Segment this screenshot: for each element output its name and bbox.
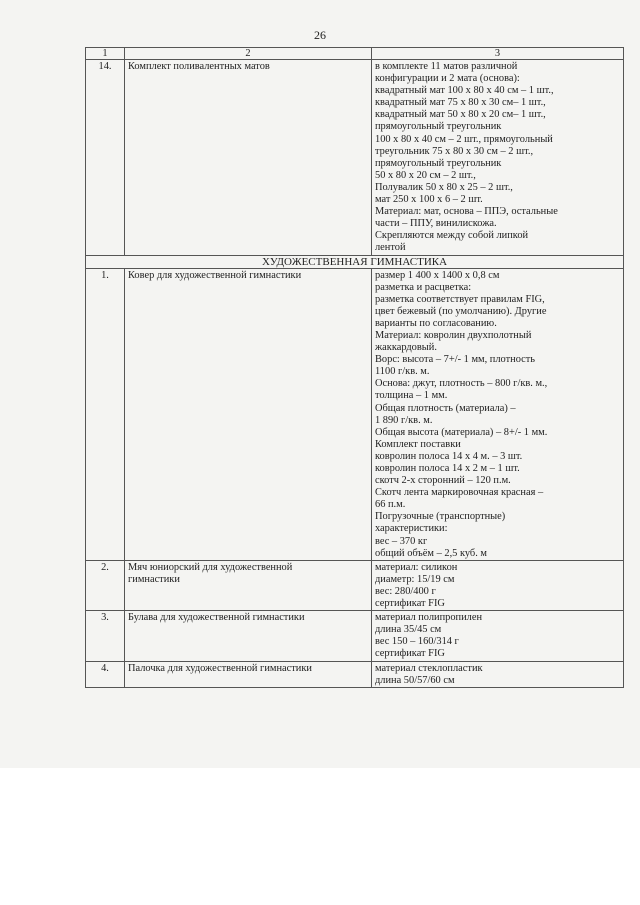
section-row [86,255,624,268]
table-row [86,268,624,560]
spec-line: разметка соответствует правилам FIG, [375,293,545,305]
spec-line: толщина – 1 мм. [375,390,448,402]
item-specification [372,661,624,687]
spec-line: Комплект поставки [375,438,461,450]
spec-line: в комплекте 11 матов различной [375,61,518,72]
spec-line: Общая высота (материала) – 8+/- 1 мм. [375,426,548,438]
spec-line: треугольник 75 х 80 х 30 см – 2 шт., [375,145,534,157]
item-specification [372,611,624,661]
table-row [86,611,624,661]
spec-line: 50 х 80 х 20 см – 2 шт., [375,169,476,181]
spec-line: Материал: ковролин двухполотный [375,329,532,341]
table-header-row [86,48,624,60]
spec-line: жаккардовый. [375,342,437,354]
item-name-line: Мяч юниорский для художественной [128,561,293,573]
item-name [125,60,372,256]
spec-line: прямоугольный треугольник [375,121,502,133]
spec-line: Скотч лента маркировочная красная – [375,487,544,499]
spec-line: прямоугольный треугольник [375,157,502,169]
table-row [86,560,624,610]
spec-line: скотч 2-х сторонний – 120 п.м. [375,475,511,487]
column-header-3: 3 [372,48,624,60]
spec-line: длина 35/45 см [375,624,442,636]
item-number: 1. [86,268,125,560]
item-number: 2. [86,560,125,610]
item-specification [372,60,624,256]
spec-line: разметка и расцветка: [375,281,472,293]
item-name-line: Булава для художественной гимнастики [128,612,305,624]
spec-line: вес – 370 кг [375,535,428,547]
page-number: 26 [314,28,326,42]
spec-line: квадратный мат 75 х 80 х 30 см– 1 шт., [375,97,546,109]
spec-line: цвет бежевый (по умолчанию). Другие [375,305,547,317]
item-name-line: Комплект поливалентных матов [128,61,270,72]
spec-line: квадратный мат 100 х 80 х 40 см – 1 шт., [375,85,554,97]
spec-line: вес: 280/400 г [375,585,436,597]
table-row [86,661,624,687]
spec-line: конфигурации и 2 мата (основа): [375,73,520,85]
spec-line: материал стеклопластик [375,662,483,674]
spec-line: сертификат FIG [375,648,445,660]
item-name [125,611,372,661]
column-header-1: 1 [86,48,125,60]
item-specification [372,560,624,610]
spec-line: материал полипропилен [375,612,483,624]
item-number: 3. [86,611,125,661]
spec-line: Основа: джут, плотность – 800 г/кв. м., [375,378,548,390]
spec-line: части – ППУ, винилискожа. [375,218,497,230]
spec-line: мат 250 х 100 х 6 – 2 шт. [375,194,483,206]
spec-line: 66 п.м. [375,499,406,511]
spec-line: Общая плотность (материала) – [375,402,516,414]
item-name-line: гимнастики [128,573,180,585]
spec-line: квадратный мат 50 х 80 х 20 см– 1 шт., [375,109,546,121]
spec-line: варианты по согласованию. [375,317,497,329]
spec-line: длина 50/57/60 см [375,674,455,686]
column-header-2: 2 [125,48,372,60]
spec-line: Ворс: высота – 7+/- 1 мм, плотность [375,354,536,366]
item-specification [372,268,624,560]
item-number: 4. [86,661,125,687]
spec-line: ковролин полоса 14 х 4 м. – 3 шт. [375,450,523,462]
item-name [125,661,372,687]
item-number: 14. [86,60,125,256]
spec-line: сертификат FIG [375,598,445,610]
spec-line: размер 1 400 х 1400 х 0,8 см [375,269,500,281]
spec-line: 100 х 80 х 40 см – 2 шт., прямоугольный [375,133,553,145]
spec-line: вес 150 – 160/314 г [375,636,459,648]
spec-line: Полувалик 50 х 80 х 25 – 2 шт., [375,181,513,193]
specification-table [85,47,624,688]
spec-line: характеристики: [375,523,448,535]
item-name-line: Ковер для художественной гимнастики [128,269,302,281]
item-name [125,268,372,560]
spec-line: лентой [375,242,406,254]
spec-line: диаметр: 15/19 см [375,573,455,585]
item-name [125,560,372,610]
spec-line: Погрузочные (транспортные) [375,511,506,523]
spec-line: 1100 г/кв. м. [375,366,430,378]
item-name-line: Палочка для художественной гимнастики [128,662,312,674]
section-title: ХУДОЖЕСТВЕННАЯ ГИМНАСТИКА [86,255,624,268]
spec-line: общий объём – 2,5 куб. м [375,547,487,559]
spec-line: Материал: мат, основа – ППЭ, остальные [375,206,558,218]
spec-line: материал: силикон [375,561,458,573]
spec-line: 1 890 г/кв. м. [375,414,433,426]
table-row [86,60,624,256]
spec-line: ковролин полоса 14 х 2 м – 1 шт. [375,463,520,474]
spec-line: Скрепляются между собой липкой [375,230,529,242]
